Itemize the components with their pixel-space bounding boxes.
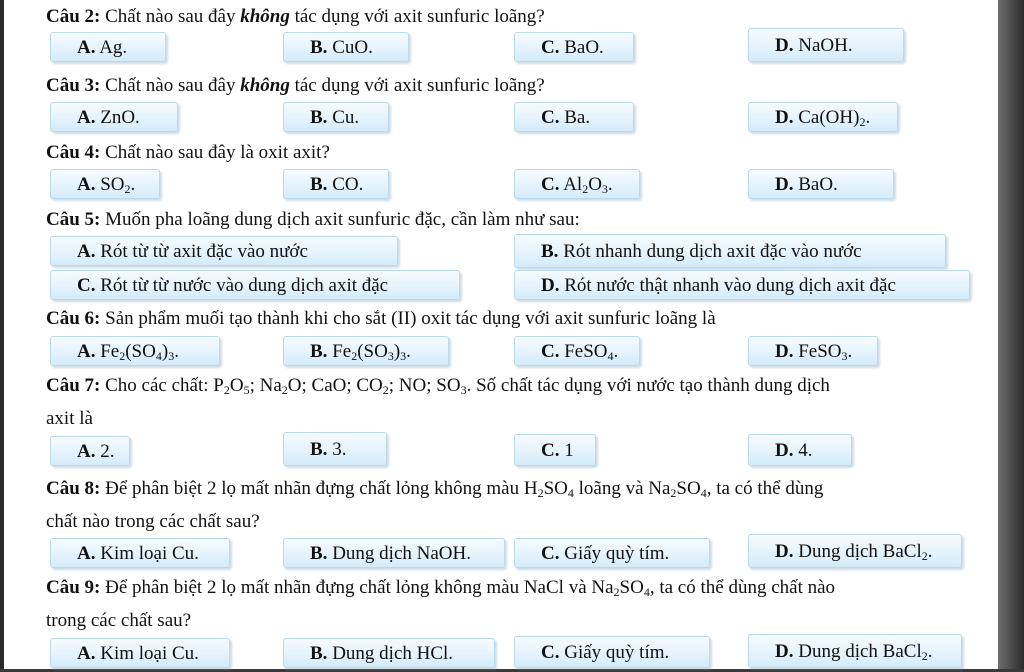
q5-option-d[interactable]: D. Rót nước thật nhanh vào dung dịch axit đặc xyxy=(514,270,970,300)
q9-option-c[interactable]: C. Giấy quỳ tím. xyxy=(514,636,710,668)
question-label: Câu 4: xyxy=(46,142,101,163)
q6-option-c[interactable]: C. FeSO$_4$. xyxy=(514,336,640,366)
q3-option-d[interactable]: D. $Ca(OH)_2$. xyxy=(748,102,898,132)
question-6-text: Câu 6: Sản phẩm muối tạo thành khi cho sắt (II) oxit tác dụng với axit sunfuric loãng là xyxy=(46,308,716,329)
q9-option-d[interactable]: D. Dung dịch BaCl$_2$. xyxy=(748,634,962,668)
q8-option-b[interactable]: B. Dung dịch NaOH. xyxy=(283,538,505,568)
q6-option-d[interactable]: D. FeSO$_3$. xyxy=(748,336,878,366)
q3-option-a[interactable]: A. ZnO. xyxy=(50,102,178,132)
q2-option-a[interactable]: A. Ag. xyxy=(50,32,166,62)
q5-option-c[interactable]: C. Rót từ từ nước vào dung dịch axit đặc xyxy=(50,270,460,300)
q2-option-b[interactable]: B. CuO. xyxy=(283,32,409,62)
question-7-text: Câu 7: Cho các chất: $P_2O_5$; $Na_2O$; CaO; $CO_2$; NO; $SO_3$. Số chất tác dụng với nước tạo thành dung dịch xyxy=(46,375,830,397)
question-2-text: Câu 2: Chất nào sau đây không tác dụng với axit sunfuric loãng? xyxy=(46,6,545,27)
question-9-text-line2: trong các chất sau? xyxy=(46,610,192,631)
q7-option-c[interactable]: C. 1 xyxy=(514,434,596,466)
q4-option-a[interactable]: A. $SO_2$. xyxy=(50,169,160,199)
question-4-text: Câu 4: Chất nào sau đây là oxit axit? xyxy=(46,142,330,163)
question-label: Câu 9: xyxy=(46,577,101,598)
q4-option-c[interactable]: C. $Al_2O_3$. xyxy=(514,169,640,199)
q9-option-a[interactable]: A. Kim loại Cu. xyxy=(50,638,230,668)
q3-option-c[interactable]: C. Ba. xyxy=(514,102,634,132)
q7-option-d[interactable]: D. 4. xyxy=(748,434,852,466)
question-8-text: Câu 8: Để phân biệt 2 lọ mất nhãn đựng chất lỏng không màu $H_2SO_4$ loãng và $Na_2SO_4$, ta có thể dùng xyxy=(46,478,824,500)
q5-option-b[interactable]: B. Rót nhanh dung dịch axit đặc vào nước xyxy=(514,234,946,268)
q8-option-a[interactable]: A. Kim loại Cu. xyxy=(50,538,230,568)
q2-option-d[interactable]: D. NaOH. xyxy=(748,28,904,62)
q2-option-c[interactable]: C. BaO. xyxy=(514,32,634,62)
q8-option-d[interactable]: D. Dung dịch BaCl$_2$. xyxy=(748,534,962,568)
question-label: Câu 8: xyxy=(46,478,101,499)
q4-option-b[interactable]: B. CO. xyxy=(283,169,389,199)
q8-option-c[interactable]: C. Giấy quỳ tím. xyxy=(514,538,710,568)
q6-option-b[interactable]: B. $Fe_2(SO_3)_3$. xyxy=(283,336,449,366)
question-label: Câu 5: xyxy=(46,209,101,230)
q5-option-a[interactable]: A. Rót từ từ axit đặc vào nước xyxy=(50,236,398,266)
q4-option-d[interactable]: D. BaO. xyxy=(748,169,894,199)
question-label: Câu 7: xyxy=(46,375,101,396)
emphasis-word: không xyxy=(240,6,290,27)
question-7-text-line2: axit là xyxy=(46,408,93,429)
question-label: Câu 6: xyxy=(46,308,101,329)
question-3-text: Câu 3: Chất nào sau đây không tác dụng với axit sunfuric loãng? xyxy=(46,75,545,96)
q7-option-a[interactable]: A. 2. xyxy=(50,436,130,466)
q6-option-a[interactable]: A. $Fe_2(SO_4)_3$. xyxy=(50,336,220,366)
right-edge-shadow xyxy=(998,0,1024,672)
q9-option-b[interactable]: B. Dung dịch HCl. xyxy=(283,638,495,668)
question-label: Câu 2: xyxy=(46,6,101,27)
q7-option-b[interactable]: B. 3. xyxy=(283,432,387,466)
emphasis-word: không xyxy=(240,75,290,96)
left-edge xyxy=(0,0,4,672)
question-5-text: Câu 5: Muốn pha loãng dung dịch axit sunfuric đặc, cần làm như sau: xyxy=(46,209,580,230)
q3-option-b[interactable]: B. Cu. xyxy=(283,102,389,132)
question-label: Câu 3: xyxy=(46,75,101,96)
question-8-text-line2: chất nào trong các chất sau? xyxy=(46,511,260,532)
question-9-text: Câu 9: Để phân biệt 2 lọ mất nhãn đựng chất lỏng không màu NaCl và $Na_2SO_4$, ta có thể dùng chất nào xyxy=(46,577,836,599)
